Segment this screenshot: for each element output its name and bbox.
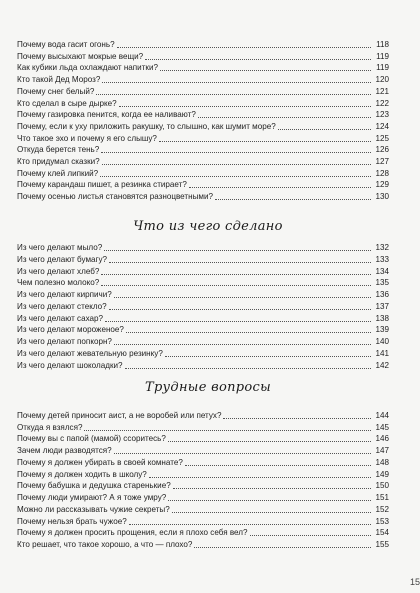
toc-entry-title: Почему нельзя брать чужое? — [17, 516, 127, 526]
dot-leader — [84, 430, 371, 431]
toc-entry-page: 130 — [375, 192, 389, 202]
toc-entry-page: 120 — [375, 75, 389, 85]
dot-leader — [109, 309, 371, 310]
toc-entry — [17, 75, 389, 85]
toc-entry-page: 142 — [375, 360, 389, 370]
toc-entry — [17, 278, 389, 288]
toc-entry — [17, 99, 389, 109]
toc-entry-page: 118 — [376, 40, 389, 49]
toc-entry-page: 150 — [375, 481, 389, 491]
dot-leader — [215, 199, 371, 200]
dot-leader — [100, 176, 371, 177]
toc-entry — [17, 458, 389, 468]
dot-leader — [114, 344, 371, 345]
toc-entry-page: 134 — [375, 266, 389, 276]
toc-entry-page: 133 — [375, 254, 389, 264]
toc-entry — [17, 110, 389, 120]
section-heading-made-of: Что из чего сделано — [133, 219, 283, 234]
toc-entry-title: Почему высыхают мокрые вещи? — [17, 51, 144, 61]
toc-entry-title: Почему карандаш пишет, а резинка стирает? — [17, 180, 187, 190]
toc-entry — [17, 180, 389, 190]
dot-leader — [101, 274, 371, 275]
toc-entry — [17, 361, 389, 371]
toc-entry-page: 123 — [375, 110, 389, 120]
toc-entry-title: Почему снег белый? — [17, 86, 95, 96]
toc-entry-title: Из чего делают шоколадки? — [17, 360, 123, 370]
dot-leader — [173, 488, 371, 489]
toc-entry-page: 146 — [375, 434, 389, 444]
toc-entry-page: 139 — [375, 325, 389, 335]
toc-entry-page: 149 — [375, 469, 389, 479]
dot-leader — [119, 106, 371, 107]
toc-entry-title: Из чего делают стекло? — [17, 301, 107, 311]
toc-entry-title: Откуда берется тень? — [17, 145, 100, 155]
toc-entry-title: Из чего делают сахар? — [17, 313, 104, 323]
toc-entry-title: Почему клей липкий? — [17, 168, 99, 178]
toc-entry — [17, 325, 389, 335]
dot-leader — [149, 477, 371, 478]
dot-leader — [129, 524, 371, 525]
toc-entry — [17, 52, 389, 62]
toc-entry-page: 128 — [375, 168, 389, 178]
dot-leader — [117, 47, 371, 48]
dot-leader — [160, 70, 371, 71]
dot-leader — [125, 368, 371, 369]
section-heading-hard-questions: Трудные вопросы — [144, 380, 272, 395]
toc-entry-title: Что такое эхо и почему я его слышу? — [17, 133, 157, 143]
dot-leader — [185, 465, 371, 466]
toc-entry-page: 140 — [375, 337, 389, 346]
toc-entry — [17, 192, 389, 202]
dot-leader — [114, 297, 371, 298]
toc-entry-page: 127 — [375, 157, 389, 166]
toc-entry-page: 125 — [375, 133, 389, 143]
toc-entry — [17, 122, 389, 132]
toc-entry-page: 155 — [375, 540, 389, 550]
toc-entry — [17, 423, 389, 433]
toc-entry-page: 124 — [375, 121, 389, 131]
toc-entry-title: Чем полезно молоко? — [17, 278, 100, 288]
toc-entry-title: Почему я должен ходить в школу? — [17, 469, 147, 479]
toc-entry — [17, 528, 389, 538]
toc-entry-page: 147 — [375, 446, 389, 456]
dot-leader — [101, 152, 371, 153]
dot-leader — [126, 332, 371, 333]
toc-entry-page: 153 — [375, 516, 389, 526]
toc-entry — [17, 243, 389, 253]
dot-leader — [96, 94, 371, 95]
dot-leader — [189, 187, 371, 188]
toc-entry — [17, 434, 389, 444]
toc-entry — [17, 40, 389, 50]
toc-entry — [17, 302, 389, 312]
toc-entry — [17, 337, 389, 347]
toc-entry-page: 137 — [375, 301, 389, 311]
toc-entry — [17, 87, 389, 97]
dot-leader — [101, 285, 371, 286]
toc-entry-page: 122 — [375, 98, 389, 108]
toc-entry-page: 154 — [375, 528, 389, 538]
toc-entry-page: 152 — [375, 504, 389, 514]
toc-entry — [17, 349, 389, 359]
toc-entry-title: Почему я должен просить прощения, если я плохо себя вел? — [17, 528, 248, 538]
toc-entry-title: Почему газировка пенится, когда ее наливают? — [17, 110, 196, 120]
dot-leader — [168, 441, 371, 442]
toc-entry — [17, 63, 389, 73]
toc-entry-page: 136 — [375, 290, 389, 299]
toc-entry-title: Почему осенью листья становятся разноцветными? — [17, 192, 213, 202]
dot-leader — [168, 500, 371, 501]
toc-entry-page: 145 — [375, 422, 389, 432]
toc-entry-title: Почему вы с папой (мамой) ссоритесь? — [17, 434, 166, 444]
toc-entry-title: Из чего делают жевательную резинку? — [17, 348, 163, 358]
toc-entry-title: Из чего делают попкорн? — [17, 337, 112, 346]
toc-entry — [17, 517, 389, 527]
toc-entry — [17, 470, 389, 480]
toc-entry-title: Из чего делают бумагу? — [17, 254, 108, 264]
dot-leader — [102, 164, 371, 165]
toc-entry-title: Почему люди умирают? А я тоже умру? — [17, 493, 167, 503]
toc-entry — [17, 481, 389, 491]
dot-leader — [165, 356, 371, 357]
dot-leader — [198, 117, 371, 118]
dot-leader — [250, 535, 372, 536]
toc-entry-page: 132 — [375, 243, 389, 252]
toc-entry — [17, 493, 389, 503]
dot-leader — [114, 453, 371, 454]
toc-entry — [17, 314, 389, 324]
toc-entry-title: Почему бабушка и дедушка старенькие? — [17, 481, 171, 491]
dot-leader — [172, 512, 371, 513]
toc-entry-page: 119 — [376, 63, 389, 73]
toc-entry — [17, 540, 389, 550]
toc-entry — [17, 446, 389, 456]
toc-entry-title: Почему я должен убирать в своей комнате? — [17, 457, 183, 467]
toc-entry-page: 138 — [375, 313, 389, 323]
dot-leader — [194, 547, 371, 548]
toc-entry-page: 148 — [375, 457, 389, 467]
toc-entry-title: Из чего делают хлеб? — [17, 266, 100, 276]
toc-entry-title: Кто придумал сказки? — [17, 157, 100, 166]
dot-leader — [278, 129, 371, 130]
toc-entry-title: Кто сделал в сыре дырке? — [17, 98, 117, 108]
dot-leader — [104, 250, 371, 251]
toc-entry-title: Из чего делают мороженое? — [17, 325, 124, 335]
toc-entry — [17, 267, 389, 277]
toc-entry-page: 129 — [375, 180, 389, 190]
toc-entry-title: Можно ли рассказывать чужие секреты? — [17, 504, 170, 514]
toc-entry-page: 126 — [375, 145, 389, 155]
toc-entry-page: 151 — [375, 493, 389, 503]
toc-entry-title: Из чего делают кирпичи? — [17, 290, 112, 299]
dot-leader — [223, 418, 371, 419]
dot-leader — [159, 141, 371, 142]
toc-entry-page: 121 — [375, 86, 389, 96]
toc-entry-title: Кто такой Дед Мороз? — [17, 75, 101, 85]
toc-entry-page: 141 — [375, 348, 389, 358]
toc-entry-title: Почему вода гасит огонь? — [17, 40, 115, 49]
toc-entry — [17, 505, 389, 515]
toc-entry — [17, 290, 389, 300]
toc-entry-title: Почему, если к уху приложить ракушку, то слышно, как шумит море? — [17, 121, 276, 131]
toc-entry-title: Почему детей приносит аист, а не воробей или петух? — [17, 411, 222, 420]
toc-entry-title: Кто решает, что такое хорошо, а что — плохо? — [17, 540, 193, 550]
toc-entry-title: Откуда я взялся? — [17, 422, 83, 432]
dot-leader — [105, 321, 371, 322]
page-number: 15 — [409, 577, 420, 587]
dot-leader — [102, 82, 371, 83]
toc-entry-page: 119 — [376, 51, 389, 61]
toc-entry — [17, 255, 389, 265]
toc-entry-title: Зачем люди разводятся? — [17, 446, 112, 456]
toc-entry-page: 144 — [375, 411, 389, 420]
toc-entry-title: Из чего делают мыло? — [17, 243, 103, 252]
toc-entry — [17, 145, 389, 155]
toc-entry — [17, 411, 389, 421]
toc-entry-title: Как кубики льда охлаждают напитки? — [17, 63, 158, 73]
toc-entry — [17, 169, 389, 179]
dot-leader — [145, 59, 371, 60]
toc-entry-page: 135 — [375, 278, 389, 288]
toc-entry — [17, 157, 389, 167]
toc-entry — [17, 134, 389, 144]
dot-leader — [109, 262, 371, 263]
